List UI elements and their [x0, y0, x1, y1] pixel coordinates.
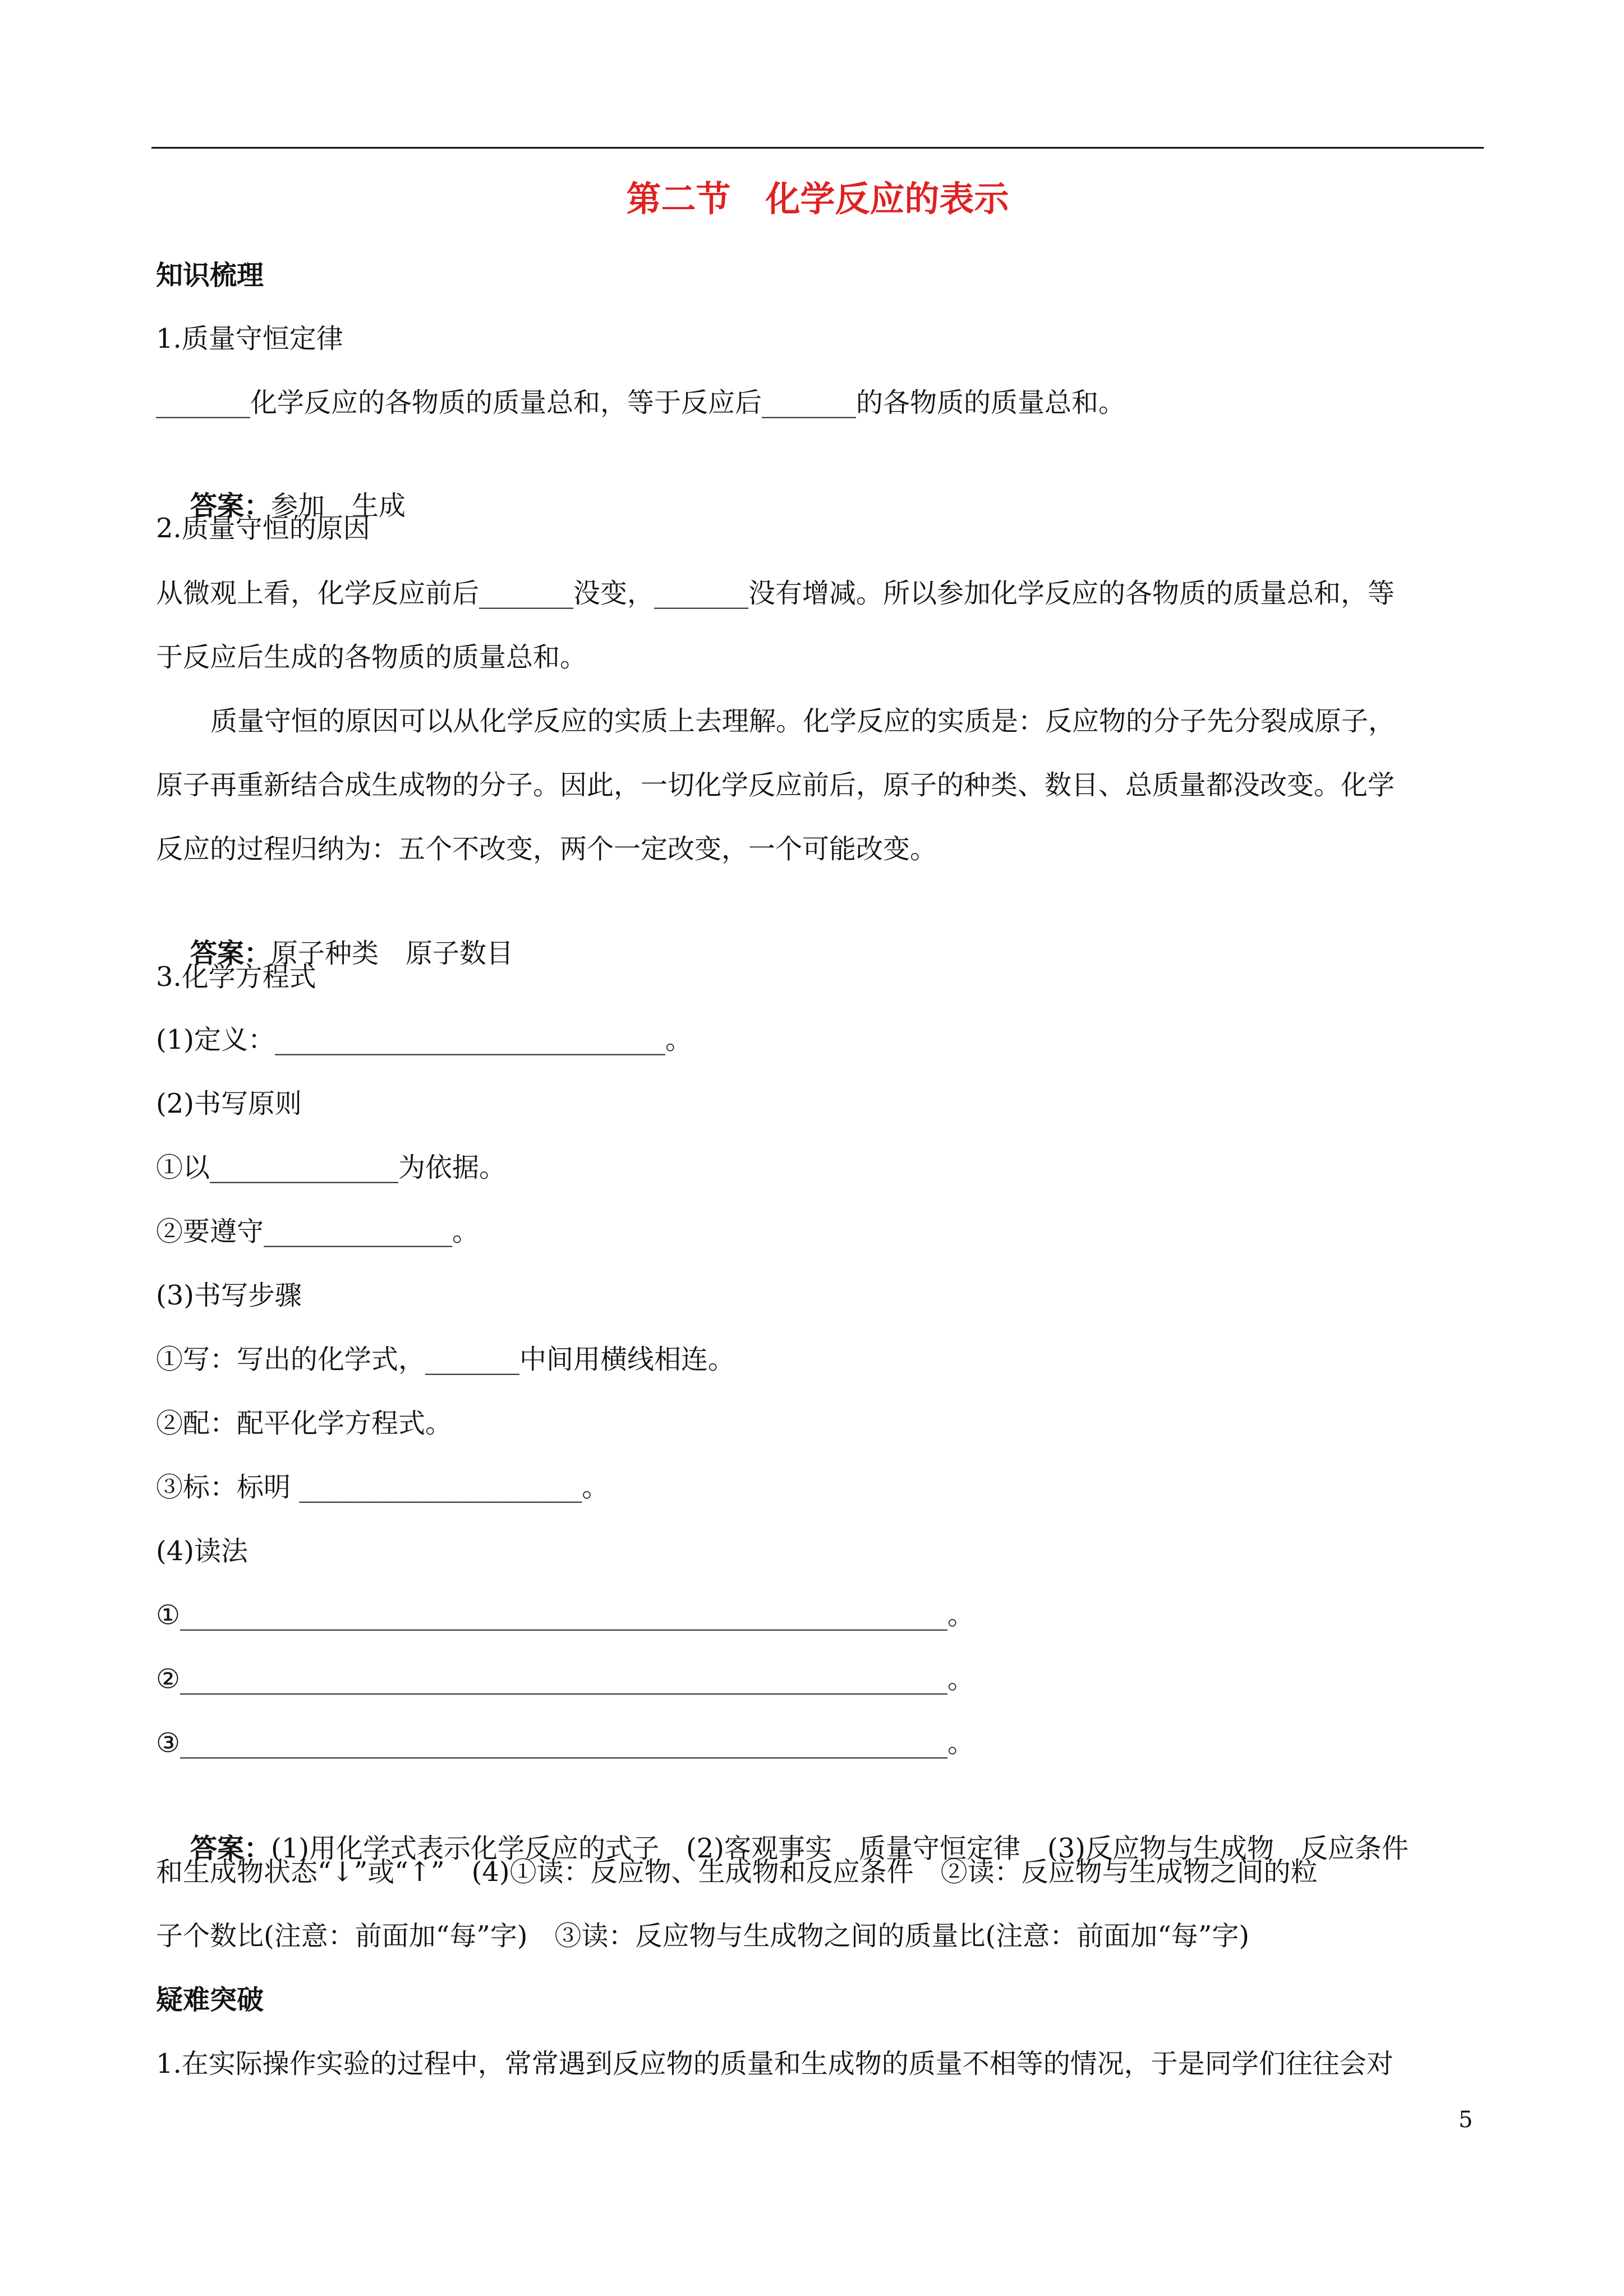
principle-title: (2)书写原则 [156, 1088, 302, 1119]
reading-1: ①_________________________________________________________。 [156, 1599, 975, 1631]
definition-line: (1)定义：_____________________________。 [156, 1024, 692, 1055]
header-rule [151, 147, 1484, 149]
difficulty-heading: 疑难突破 [156, 1984, 264, 2016]
page-number: 5 [1459, 2107, 1473, 2133]
steps-title: (3)书写步骤 [156, 1280, 302, 1311]
principle-2: ②要遵守______________。 [156, 1216, 480, 1247]
principle-1: ①以______________为依据。 [156, 1152, 507, 1183]
reading-3: ③_________________________________________________________。 [156, 1727, 975, 1759]
difficulty-item-1: 1.在实际操作实验的过程中，常常遇到反应物的质量和生成物的质量不相等的情况，于是同学们往往会对 [156, 2048, 1393, 2080]
answer-text: 参加 生成 [271, 490, 406, 522]
answer-label: 答案： [190, 1833, 272, 1864]
answer-label: 答案： [190, 490, 272, 522]
answer-3-line-3: 子个数比(注意：前面加“每”字) ③读：反应物与生成物之间的质量比(注意：前面加“每”字) [156, 1920, 1250, 1952]
reason-text-line-2: 于反应后生成的各物质的质量总和。 [156, 642, 587, 673]
answer-text: 原子种类 原子数目 [271, 938, 514, 969]
law-text: _______化学反应的各物质的质量总和，等于反应后_______的各物质的质量总和。 [156, 387, 1126, 418]
reason-title: 2.质量守恒的原因 [156, 513, 370, 544]
reading-title: (4)读法 [156, 1536, 248, 1567]
step-3: ③标：标明 _____________________。 [156, 1472, 609, 1503]
knowledge-heading: 知识梳理 [156, 260, 264, 291]
section-title: 第二节 化学反应的表示 [626, 178, 1009, 219]
answer-3-line-2: 和生成物状态“↓”或“↑” (4)①读：反应物、生成物和反应条件 ②读：反应物与生成物之间的粒 [156, 1856, 1318, 1888]
answer-label: 答案： [190, 938, 272, 969]
explanation-line-3: 反应的过程归纳为：五个不改变，两个一定改变，一个可能改变。 [156, 833, 937, 865]
reading-2: ②_________________________________________________________。 [156, 1663, 975, 1695]
reason-text-line-1: 从微观上看，化学反应前后_______没变，_______没有增减。所以参加化学反应的各物质的质量总和，等 [156, 578, 1395, 609]
equation-title: 3.化学方程式 [156, 961, 316, 993]
step-2: ②配：配平化学方程式。 [156, 1408, 453, 1439]
explanation-line-2: 原子再重新结合成生成物的分子。因此，一切化学反应前后，原子的种类、数目、总质量都没改变。化学 [156, 769, 1395, 801]
step-1: ①写：写出的化学式，_______中间用横线相连。 [156, 1344, 735, 1375]
law-title: 1.质量守恒定律 [156, 323, 343, 354]
explanation-line-1: 质量守恒的原因可以从化学反应的实质上去理解。化学反应的实质是：反应物的分子先分裂成原子， [210, 706, 1396, 737]
answer-text: (1)用化学式表示化学反应的式子 (2)客观事实 质量守恒定律 (3)反应物与生成物 反应条件 [271, 1833, 1409, 1864]
